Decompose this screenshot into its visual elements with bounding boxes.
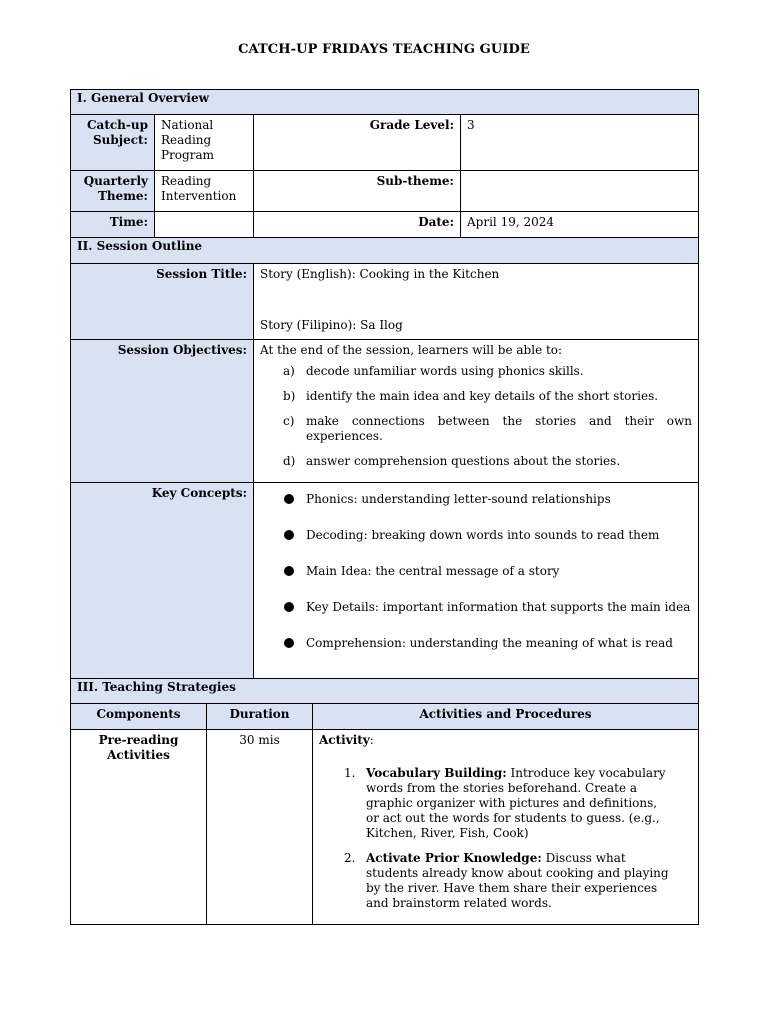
objective-text: identify the main idea and key details of the short stories. [306, 389, 659, 403]
concept-item [260, 634, 692, 652]
bullet-icon [284, 566, 294, 576]
objective-marker: b) [283, 389, 296, 403]
concept-item [260, 490, 692, 508]
theme-label: Quarterly Theme: [71, 171, 155, 212]
concept-text: Comprehension: understanding the meaning of what is read [306, 636, 673, 650]
activity-heading: Activate Prior Knowledge: [366, 851, 542, 865]
section-teaching-strategies: III. Teaching Strategies [71, 679, 699, 705]
objective-marker: d) [283, 454, 296, 468]
bullet-icon [284, 638, 294, 648]
objective-item [260, 389, 692, 404]
objectives-list [260, 364, 692, 469]
time-label: Time: [71, 212, 155, 238]
col-activities: Activities and Procedures [313, 704, 699, 730]
key-concepts-value [254, 483, 699, 679]
activity-list [319, 766, 692, 911]
grade-value: 3 [461, 115, 699, 171]
activity-text: Discuss what students already know about cooking and playing by the river. Have them share their experiences and brainstorm related words. [366, 851, 669, 910]
grade-label: Grade Level: [254, 115, 461, 171]
objective-text: make connections between the stories and their own experiences. [306, 414, 692, 443]
objective-marker: a) [283, 364, 295, 378]
objective-item [260, 414, 692, 444]
story-filipino: Story (Filipino): Sa Ilog [260, 318, 403, 332]
activity-text: Introduce key vocabulary words from the stories beforehand. Create a graphic organizer with pictures and definitions, or act out the words for students to guess. (e.g., Kitchen, River, Fish, Cook) [366, 766, 666, 840]
concept-item [260, 562, 692, 580]
session-title-value [254, 264, 699, 340]
objective-marker: c) [283, 414, 295, 428]
concept-text: Key Details: important information that supports the main idea [306, 600, 691, 614]
strategies-table [70, 703, 699, 925]
objective-item [260, 364, 692, 379]
section-general-overview: I. General Overview [71, 90, 699, 115]
subtheme-label: Sub-theme: [254, 171, 461, 212]
activity-label: Activity [319, 733, 370, 747]
objective-text: decode unfamiliar words using phonics skills. [306, 364, 584, 378]
duration-value: 30 mis [207, 730, 313, 925]
objective-text: answer comprehension questions about the stories. [306, 454, 621, 468]
objective-item [260, 454, 692, 469]
subtheme-value [461, 171, 699, 212]
session-objectives-label: Session Objectives: [71, 340, 254, 483]
concept-item [260, 526, 692, 544]
component-pre-reading: Pre-reading Activities [71, 730, 207, 925]
bullet-icon [284, 494, 294, 504]
bullet-icon [284, 530, 294, 540]
col-components: Components [71, 704, 207, 730]
story-english: Story (English): Cooking in the Kitchen [260, 267, 500, 281]
date-value: April 19, 2024 [461, 212, 699, 238]
concepts-list [260, 490, 692, 652]
activity-heading: Vocabulary Building: [366, 766, 507, 780]
activities-cell [313, 730, 699, 925]
session-objectives-value [254, 340, 699, 483]
concept-text: Decoding: breaking down words into sounds to read them [306, 528, 660, 542]
session-title-label: Session Title: [71, 264, 254, 340]
subject-value: National Reading Program [155, 115, 254, 171]
concept-text: Phonics: understanding letter-sound relationships [306, 492, 611, 506]
activity-colon: : [369, 733, 374, 747]
activity-marker: 2. [344, 851, 356, 865]
time-value [155, 212, 254, 238]
col-duration: Duration [207, 704, 313, 730]
concept-item [260, 598, 692, 616]
concept-text: Main Idea: the central message of a story [306, 564, 560, 578]
activity-item [319, 766, 692, 841]
document-title: CATCH-UP FRIDAYS TEACHING GUIDE [238, 42, 530, 57]
activity-item [319, 851, 692, 911]
bullet-icon [284, 602, 294, 612]
overview-table [70, 89, 699, 705]
objectives-intro: At the end of the session, learners will be able to: [260, 343, 563, 357]
theme-value: Reading Intervention [155, 171, 254, 212]
key-concepts-label: Key Concepts: [71, 483, 254, 679]
date-label: Date: [254, 212, 461, 238]
activity-marker: 1. [344, 766, 356, 780]
subject-label: Catch-up Subject: [71, 115, 155, 171]
section-session-outline: II. Session Outline [71, 238, 699, 264]
